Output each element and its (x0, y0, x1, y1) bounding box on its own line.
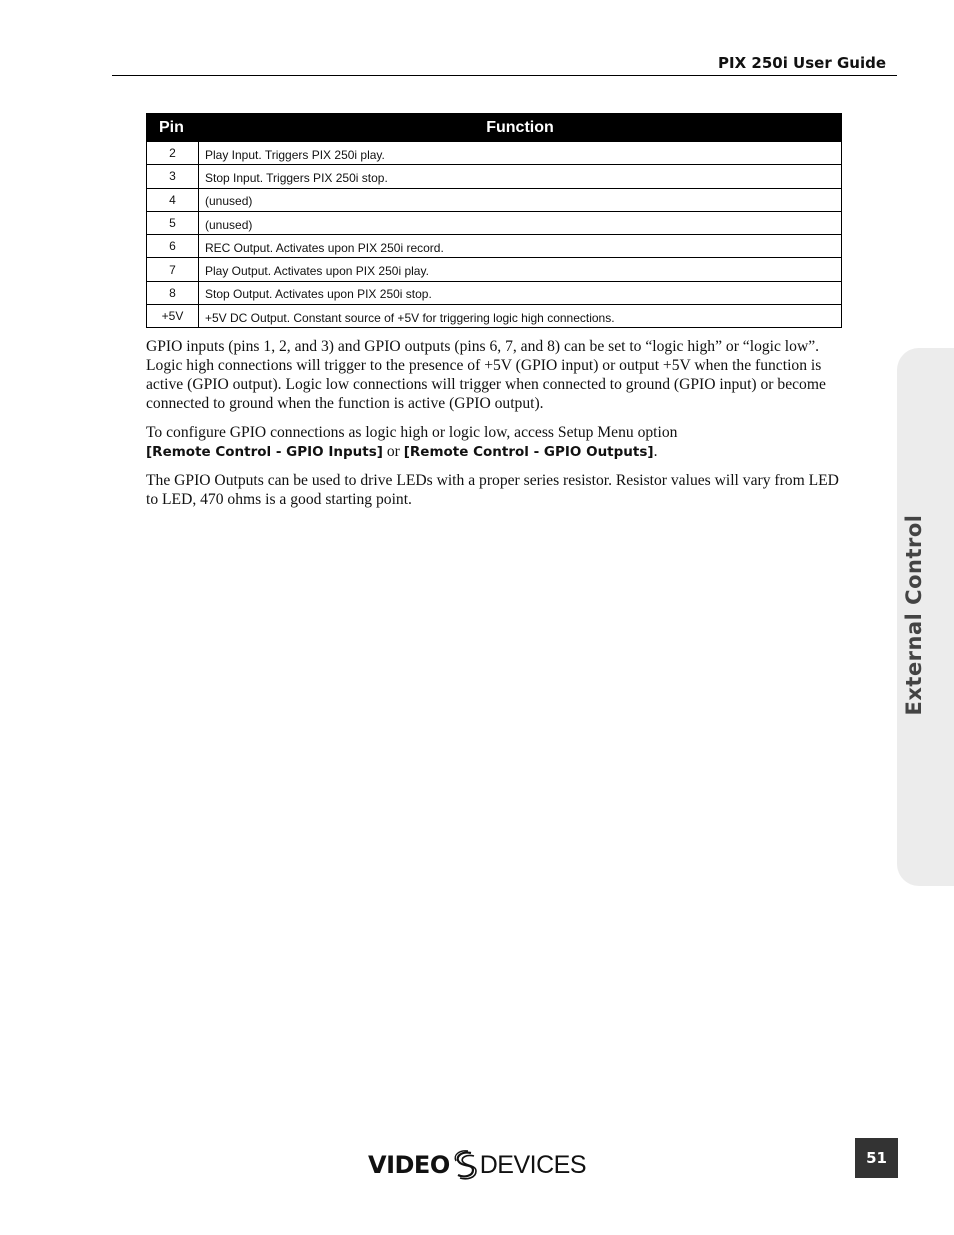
function-column-header: Function (199, 114, 842, 142)
pin-column-header: Pin (147, 114, 199, 142)
function-cell: Play Input. Triggers PIX 250i play. (199, 142, 842, 165)
function-cell: REC Output. Activates upon PIX 250i record. (199, 235, 842, 258)
table-row (147, 188, 842, 211)
pin-cell: 8 (147, 281, 199, 304)
menu-option-gpio-outputs: [Remote Control - GPIO Outputs] (403, 444, 654, 460)
menu-option-gpio-inputs: [Remote Control - GPIO Inputs] (146, 444, 383, 460)
logo-swirl-icon (451, 1149, 479, 1181)
pin-cell: 3 (147, 165, 199, 188)
header-divider (112, 75, 897, 76)
table-header-row (147, 114, 842, 142)
or-text: or (382, 443, 404, 460)
logo-devices-text: DEVICES (479, 1150, 586, 1179)
gpio-pin-table (146, 113, 842, 328)
table-row (147, 305, 842, 328)
page-number: 51 (866, 1149, 887, 1167)
gpio-led-paragraph: The GPIO Outputs can be used to drive LEDs with a proper series resistor. Resistor values will vary from LED to LED, 470 ohms is a good starting point. (146, 472, 839, 508)
table-row (147, 258, 842, 281)
function-cell: Stop Output. Activates upon PIX 250i stop. (199, 281, 842, 304)
gpio-logic-paragraph: GPIO inputs (pins 1, 2, and 3) and GPIO outputs (pins 6, 7, and 8) can be set to “logic high” or “logic low”. Logic high connections will trigger to the presence of +5V (GPIO input) or output +5V when the function is active (GPIO output). Logic low connections will trigger when connected to ground (GPIO input) or become connected to ground when the function is active (GPIO output). (146, 338, 826, 412)
pin-cell: 7 (147, 258, 199, 281)
pin-cell: 2 (147, 142, 199, 165)
table-row (147, 235, 842, 258)
config-lead-text: To configure GPIO connections as logic high or logic low, access Setup Menu option (146, 424, 678, 441)
table-row (147, 142, 842, 165)
function-cell: +5V DC Output. Constant source of +5V for triggering logic high connections. (199, 305, 842, 328)
document-header-title: PIX 250i User Guide (718, 54, 886, 72)
table-row (147, 211, 842, 234)
function-cell: Stop Input. Triggers PIX 250i stop. (199, 165, 842, 188)
period-text: . (653, 443, 658, 460)
logo-video-text: VIDEO (368, 1151, 450, 1179)
section-tab-label: External Control (902, 514, 926, 716)
pin-cell: +5V (147, 305, 199, 328)
page-number-badge (855, 1138, 898, 1178)
pin-cell: 5 (147, 211, 199, 234)
pin-cell: 6 (147, 235, 199, 258)
table-row (147, 165, 842, 188)
function-cell: (unused) (199, 188, 842, 211)
gpio-config-paragraph (146, 423, 842, 462)
pin-cell: 4 (147, 188, 199, 211)
function-cell: Play Output. Activates upon PIX 250i play. (199, 258, 842, 281)
function-cell: (unused) (199, 211, 842, 234)
video-devices-logo (368, 1149, 586, 1181)
table-row (147, 281, 842, 304)
